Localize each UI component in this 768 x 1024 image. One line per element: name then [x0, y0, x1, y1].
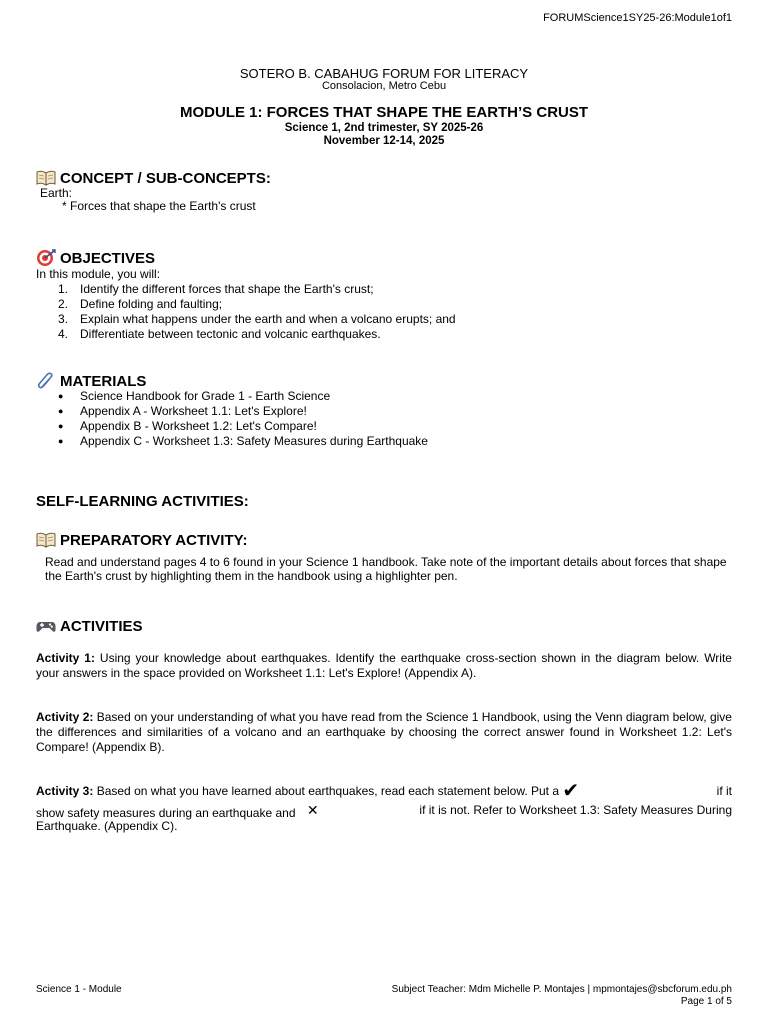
footer-left: Science 1 - Module	[36, 984, 122, 995]
preparatory-text: Read and understand pages 4 to 6 found in your Science 1 handbook. Take note of the important details about forces that shape the Earth's crust by highlighting them in the handbook using a highlighter pen.	[45, 555, 727, 583]
materials-list	[58, 389, 428, 449]
activity-1	[36, 651, 732, 681]
book-icon	[36, 531, 56, 549]
objectives-list	[58, 282, 456, 342]
activity-3-text-4: if it is not. Refer to Worksheet 1.3: Safety Measures During	[419, 803, 732, 817]
activity-3-text-3: show safety measures during an earthquake and	[36, 806, 296, 820]
activity-2-text: Based on your understanding of what you have read from the Science 1 Handbook, using the Venn diagram below, give the differences and similarities of a volcano and an earthquake by choosing the correct answer found in Worksheet 1.2: Let's Compare! (Appendix B).	[36, 710, 732, 754]
school-location: Consolacion, Metro Cebu	[321, 80, 447, 92]
school-name: SOTERO B. CABAHUG FORUM FOR LITERACY	[239, 66, 529, 81]
activity-2	[36, 710, 732, 755]
objectives-heading	[36, 249, 155, 267]
preparatory-heading	[36, 531, 248, 549]
objectives-heading-label: OBJECTIVES	[60, 249, 156, 267]
list-item: ● Appendix B - Worksheet 1.2: Let's Compare!	[58, 419, 317, 433]
activity-1-label: Activity 1:	[36, 651, 95, 665]
x-icon: ✕	[306, 802, 319, 818]
target-icon	[36, 249, 56, 267]
game-controller-icon	[36, 617, 56, 635]
concept-line-1: Earth:	[40, 186, 73, 200]
footer-teacher: Subject Teacher: Mdm Michelle P. Montajes | mpmontajes@sbcforum.edu.ph	[391, 984, 732, 995]
materials-heading	[36, 372, 146, 390]
list-item: ● Appendix A - Worksheet 1.1: Let's Explore!	[58, 404, 307, 418]
activity-3-label: Activity 3:	[36, 784, 94, 798]
module-subtitle: Science 1, 2nd trimester, SY 2025-26	[284, 122, 484, 134]
activities-heading	[36, 617, 143, 635]
list-item: ● Science Handbook for Grade 1 - Earth Science	[58, 389, 331, 403]
activities-heading-label: ACTIVITIES	[60, 617, 143, 635]
activity-3-text-5: Earthquake. (Appendix C).	[36, 819, 178, 833]
activity-3-text-2: if it	[716, 784, 732, 798]
activity-3-text-1: Based on what you have learned about earthquakes, read each statement below. Put a	[96, 784, 560, 798]
list-item: 1. Identify the different forces that shape the Earth's crust;	[58, 282, 374, 296]
concept-heading-label: CONCEPT / SUB-CONCEPTS:	[60, 169, 271, 187]
activity-2-label: Activity 2:	[36, 710, 94, 724]
list-item: ● Appendix C - Worksheet 1.3: Safety Measures during Earthquake	[58, 434, 428, 448]
concept-heading	[36, 169, 271, 187]
check-icon: ✔	[562, 780, 580, 802]
preparatory-heading-label: PREPARATORY ACTIVITY:	[60, 531, 248, 549]
page-number: Page 1 of 5	[680, 996, 732, 1007]
materials-heading-label: MATERIALS	[60, 372, 147, 390]
paperclip-icon	[36, 372, 56, 390]
list-item: 2. Define folding and faulting;	[58, 297, 223, 311]
list-item: 4. Differentiate between tectonic and volcanic earthquakes.	[58, 327, 381, 341]
document-code: FORUMScience1SY25-26:Module1of1	[543, 12, 732, 24]
list-item: 3. Explain what happens under the earth and when a volcano erupts; and	[58, 312, 456, 326]
book-icon	[36, 169, 56, 187]
activity-3	[36, 780, 732, 834]
module-dates: November 12-14, 2025	[323, 135, 445, 147]
self-learning-heading: SELF-LEARNING ACTIVITIES:	[36, 493, 249, 510]
objectives-intro: In this module, you will:	[36, 267, 161, 281]
module-title: MODULE 1: FORCES THAT SHAPE THE EARTH’S CRUST	[179, 104, 589, 121]
concept-line-2: * Forces that shape the Earth's crust	[62, 199, 256, 213]
activity-1-text: Using your knowledge about earthquakes. Identify the earthquake cross-section shown in the diagram below. Write your answers in the space provided on Worksheet 1.1: Let's Explore! (Appendix A).	[36, 651, 732, 680]
